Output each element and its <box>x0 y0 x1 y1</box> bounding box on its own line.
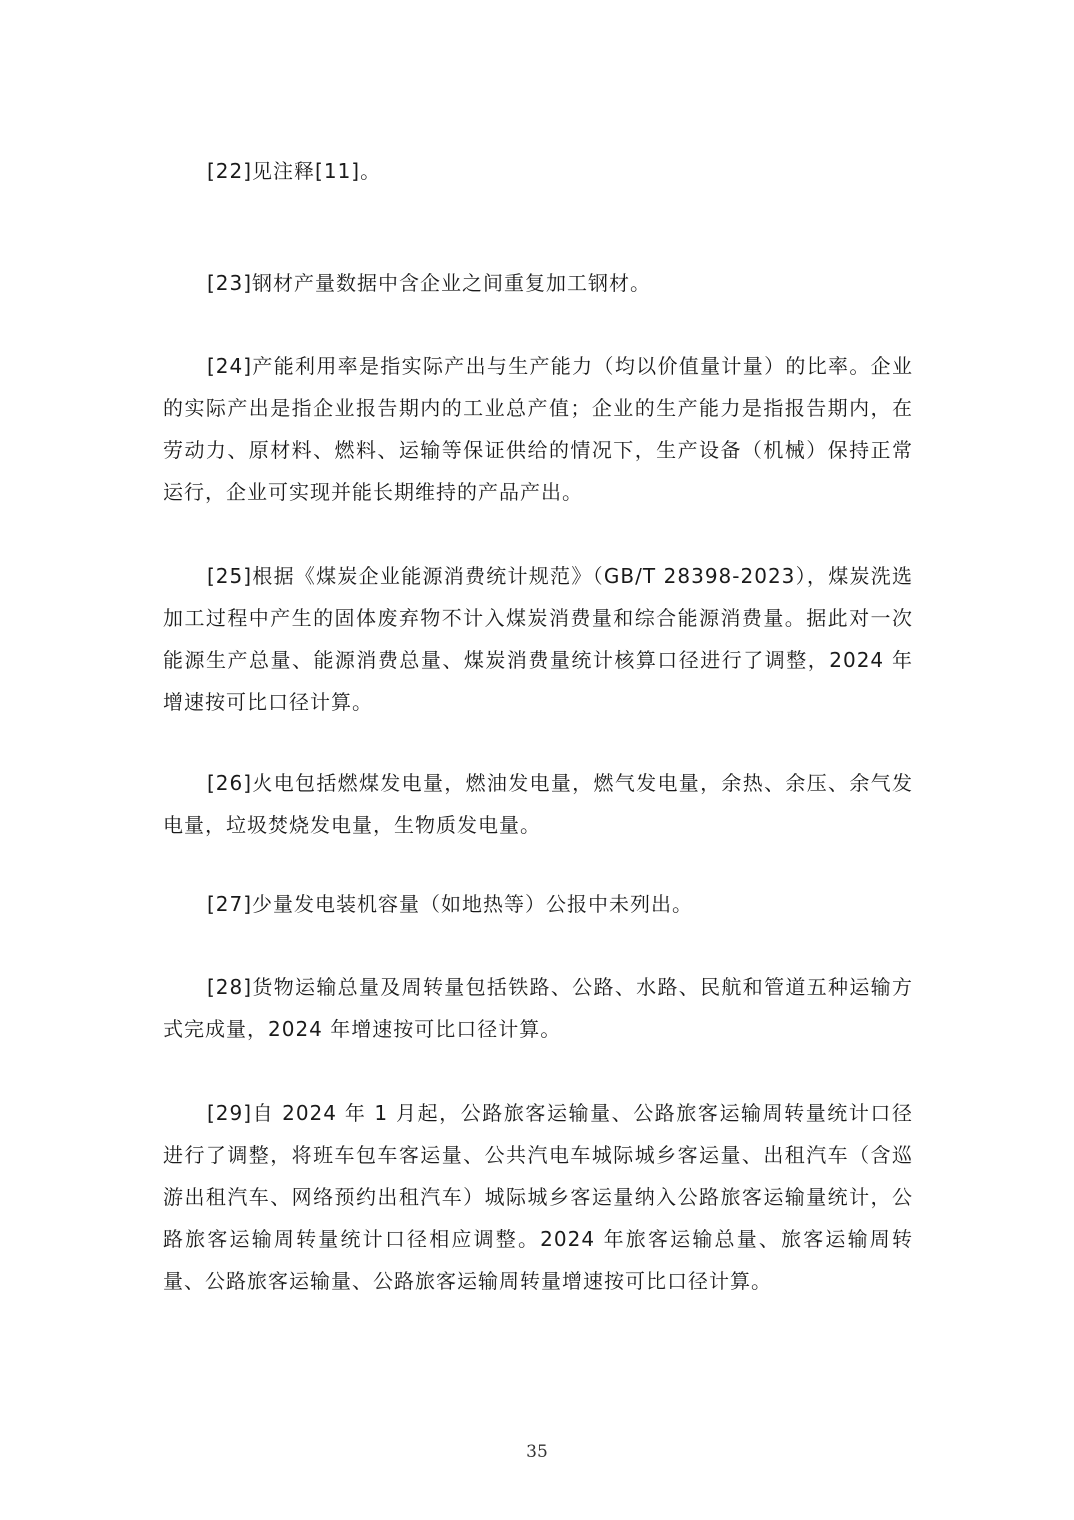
footnote-23: [23]钢材产量数据中含企业之间重复加工钢材。 <box>207 271 652 295</box>
footnote-26: [26]火电包括燃煤发电量，燃油发电量，燃气发电量，余热、余压、余气发电量，垃圾焚烧发电量，生物质发电量。 <box>163 771 913 837</box>
footnote-29: [29]自 2024 年 1 月起，公路旅客运输量、公路旅客运输周转量统计口径进行了调整，将班车包车客运量、公共汽电车城际城乡客运量、出租汽车（含巡游出租汽车、网络预约出租汽车）城际城乡客运量纳入公路旅客运输量统计，公路旅客运输周转量统计口径相应调整。2024 年旅客运输总量、旅客运输周转量、公路旅客运输量、公路旅客运输周转量增速按可比口径计算。 <box>163 1101 913 1293</box>
footnote-28: [28]货物运输总量及周转量包括铁路、公路、水路、民航和管道五种运输方式完成量，2024 年增速按可比口径计算。 <box>163 975 913 1041</box>
footnote-24: [24]产能利用率是指实际产出与生产能力（均以价值量计量）的比率。企业的实际产出是指企业报告期内的工业总产值；企业的生产能力是指报告期内，在劳动力、原材料、燃料、运输等保证供给的情况下，生产设备（机械）保持正常运行，企业可实现并能长期维持的产品产出。 <box>163 354 913 504</box>
footnote-22: [22]见注释[11]。 <box>207 159 382 183</box>
page-number: 35 <box>526 1442 548 1462</box>
footnote-25: [25]根据《煤炭企业能源消费统计规范》（GB/T 28398-2023），煤炭洗选加工过程中产生的固体废弃物不计入煤炭消费量和综合能源消费量。据此对一次能源生产总量、能源消费总量、煤炭消费量统计核算口径进行了调整，2024 年增速按可比口径计算。 <box>163 564 913 714</box>
footnote-27: [27]少量发电装机容量（如地热等）公报中未列出。 <box>207 892 694 916</box>
